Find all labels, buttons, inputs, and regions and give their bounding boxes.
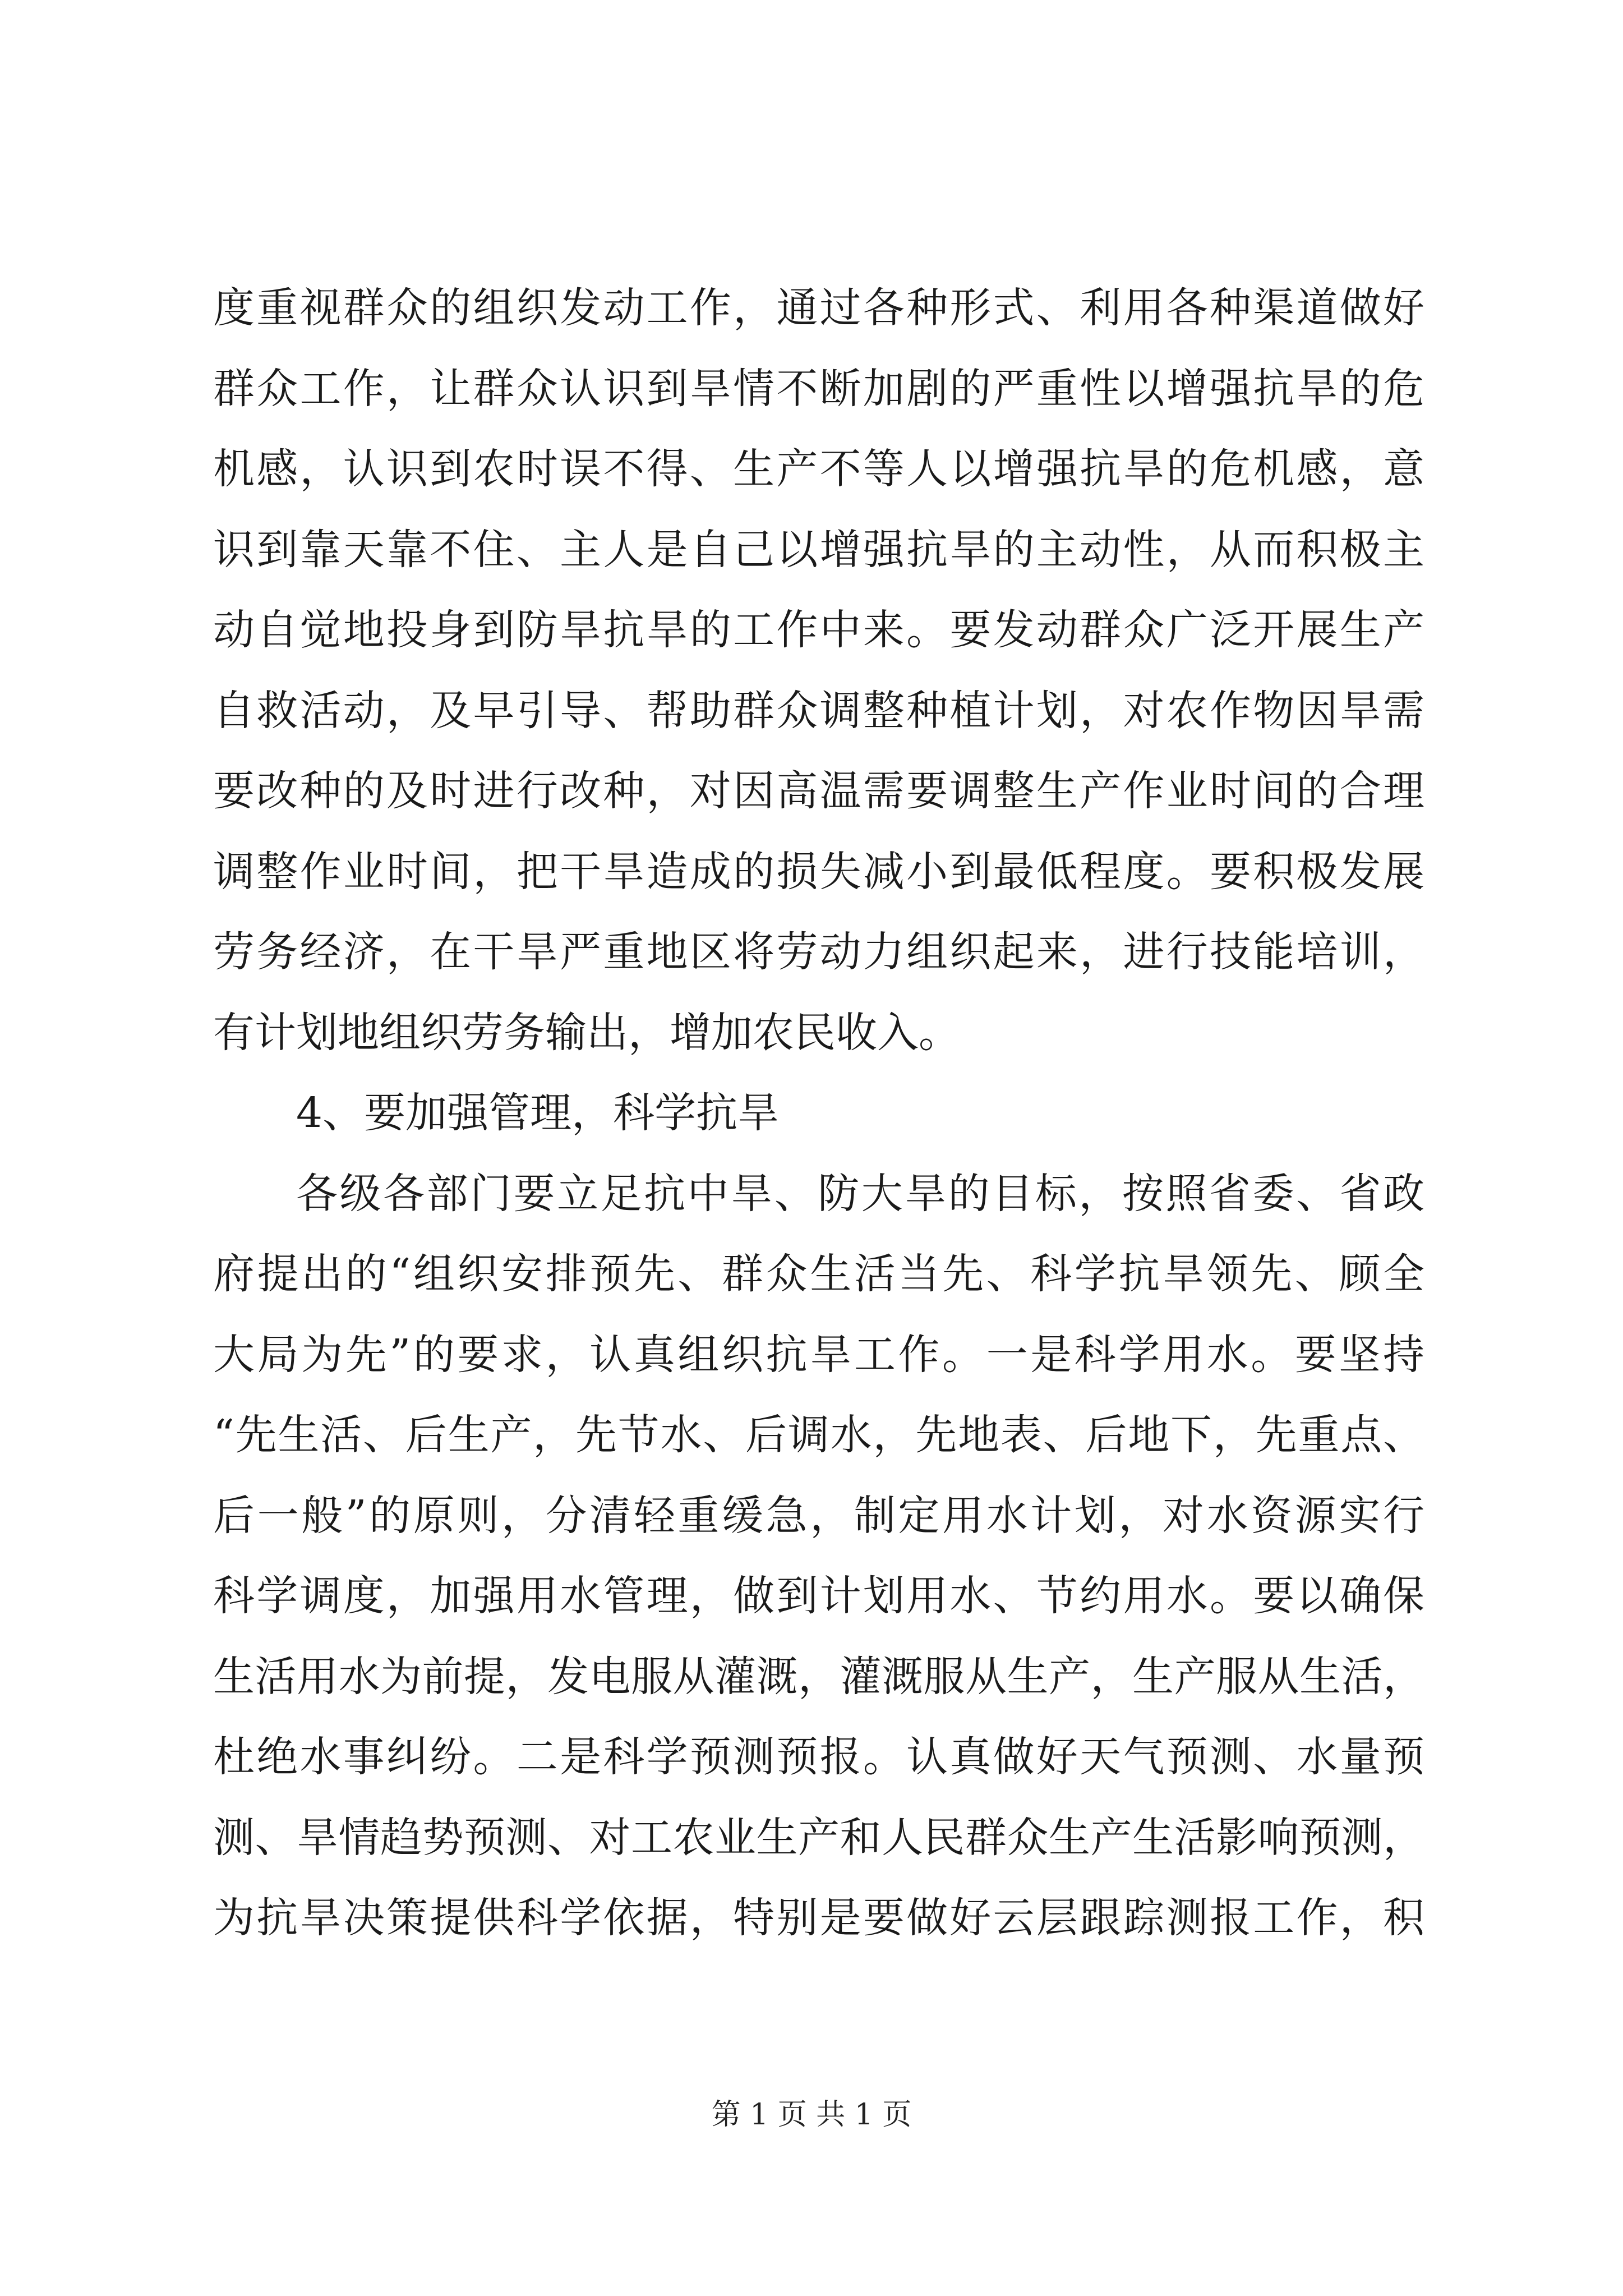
paragraph-2-line: 府提出的“组织安排预先、群众生活当先、科学抗旱领先、顾全 — [213, 1250, 1424, 1298]
page-number-label: 第 1 页 共 1 页 — [711, 2098, 912, 2132]
document-body — [213, 268, 1424, 1959]
paragraph-1-line: 自救活动，及早引导、帮助群众调整种植计划，对农作物因旱需 — [213, 686, 1424, 735]
paragraph-1-line: 度重视群众的组织发动工作，通过各种形式、利用各种渠道做好 — [213, 284, 1424, 332]
paragraph-2-line: 测、旱情趋势预测、对工农业生产和人民群众生产生活影响预测， — [213, 1813, 1424, 1862]
paragraph-2-line: 大局为先”的要求，认真组织抗旱工作。一是科学用水。要坚持 — [213, 1330, 1424, 1379]
paragraph-1-line: 调整作业时间，把干旱造成的损失减小到最低程度。要积极发展 — [213, 847, 1424, 896]
paragraph-2-line: 后一般”的原则，分清轻重缓急，制定用水计划，对水资源实行 — [213, 1491, 1424, 1540]
paragraph-1-line: 识到靠天靠不住、主人是自己以增强抗旱的主动性，从而积极主 — [213, 525, 1424, 574]
paragraph-2-line: 生活用水为前提，发电服从灌溉，灌溉服从生产，生产服从生活， — [213, 1652, 1424, 1701]
paragraph-2-line: 为抗旱决策提供科学依据，特别是要做好云层跟踪测报工作，积 — [213, 1894, 1424, 1942]
paragraph-1-line: 机感，认识到农时误不得、生产不等人以增强抗旱的危机感，意 — [213, 445, 1424, 493]
paragraph-2-line: 杜绝水事纠纷。二是科学预测预报。认真做好天气预测、水量预 — [213, 1733, 1424, 1781]
paragraph-1-line: 群众工作，让群众认识到旱情不断加剧的严重性以增强抗旱的危 — [213, 364, 1424, 413]
paragraph-2-line: 科学调度，加强用水管理，做到计划用水、节约用水。要以确保 — [213, 1572, 1424, 1620]
paragraph-1-line: 动自觉地投身到防旱抗旱的工作中来。要发动群众广泛开展生产 — [213, 606, 1424, 654]
page-footer — [0, 2095, 1623, 2134]
paragraph-1-line: 要改种的及时进行改种，对因高温需要调整生产作业时间的合理 — [213, 767, 1424, 815]
paragraph-2-line: “先生活、后生产，先节水、后调水，先地表、后地下，先重点、 — [213, 1411, 1424, 1459]
paragraph-2-line: 各级各部门要立足抗中旱、防大旱的目标，按照省委、省政 — [296, 1169, 1424, 1218]
paragraph-1-line: 劳务经济，在干旱严重地区将劳动力组织起来，进行技能培训， — [213, 928, 1424, 976]
section-heading: 4、要加强管理，科学抗旱 — [296, 1089, 780, 1137]
paragraph-1-line: 有计划地组织劳务输出，增加农民收入。 — [213, 1008, 960, 1057]
